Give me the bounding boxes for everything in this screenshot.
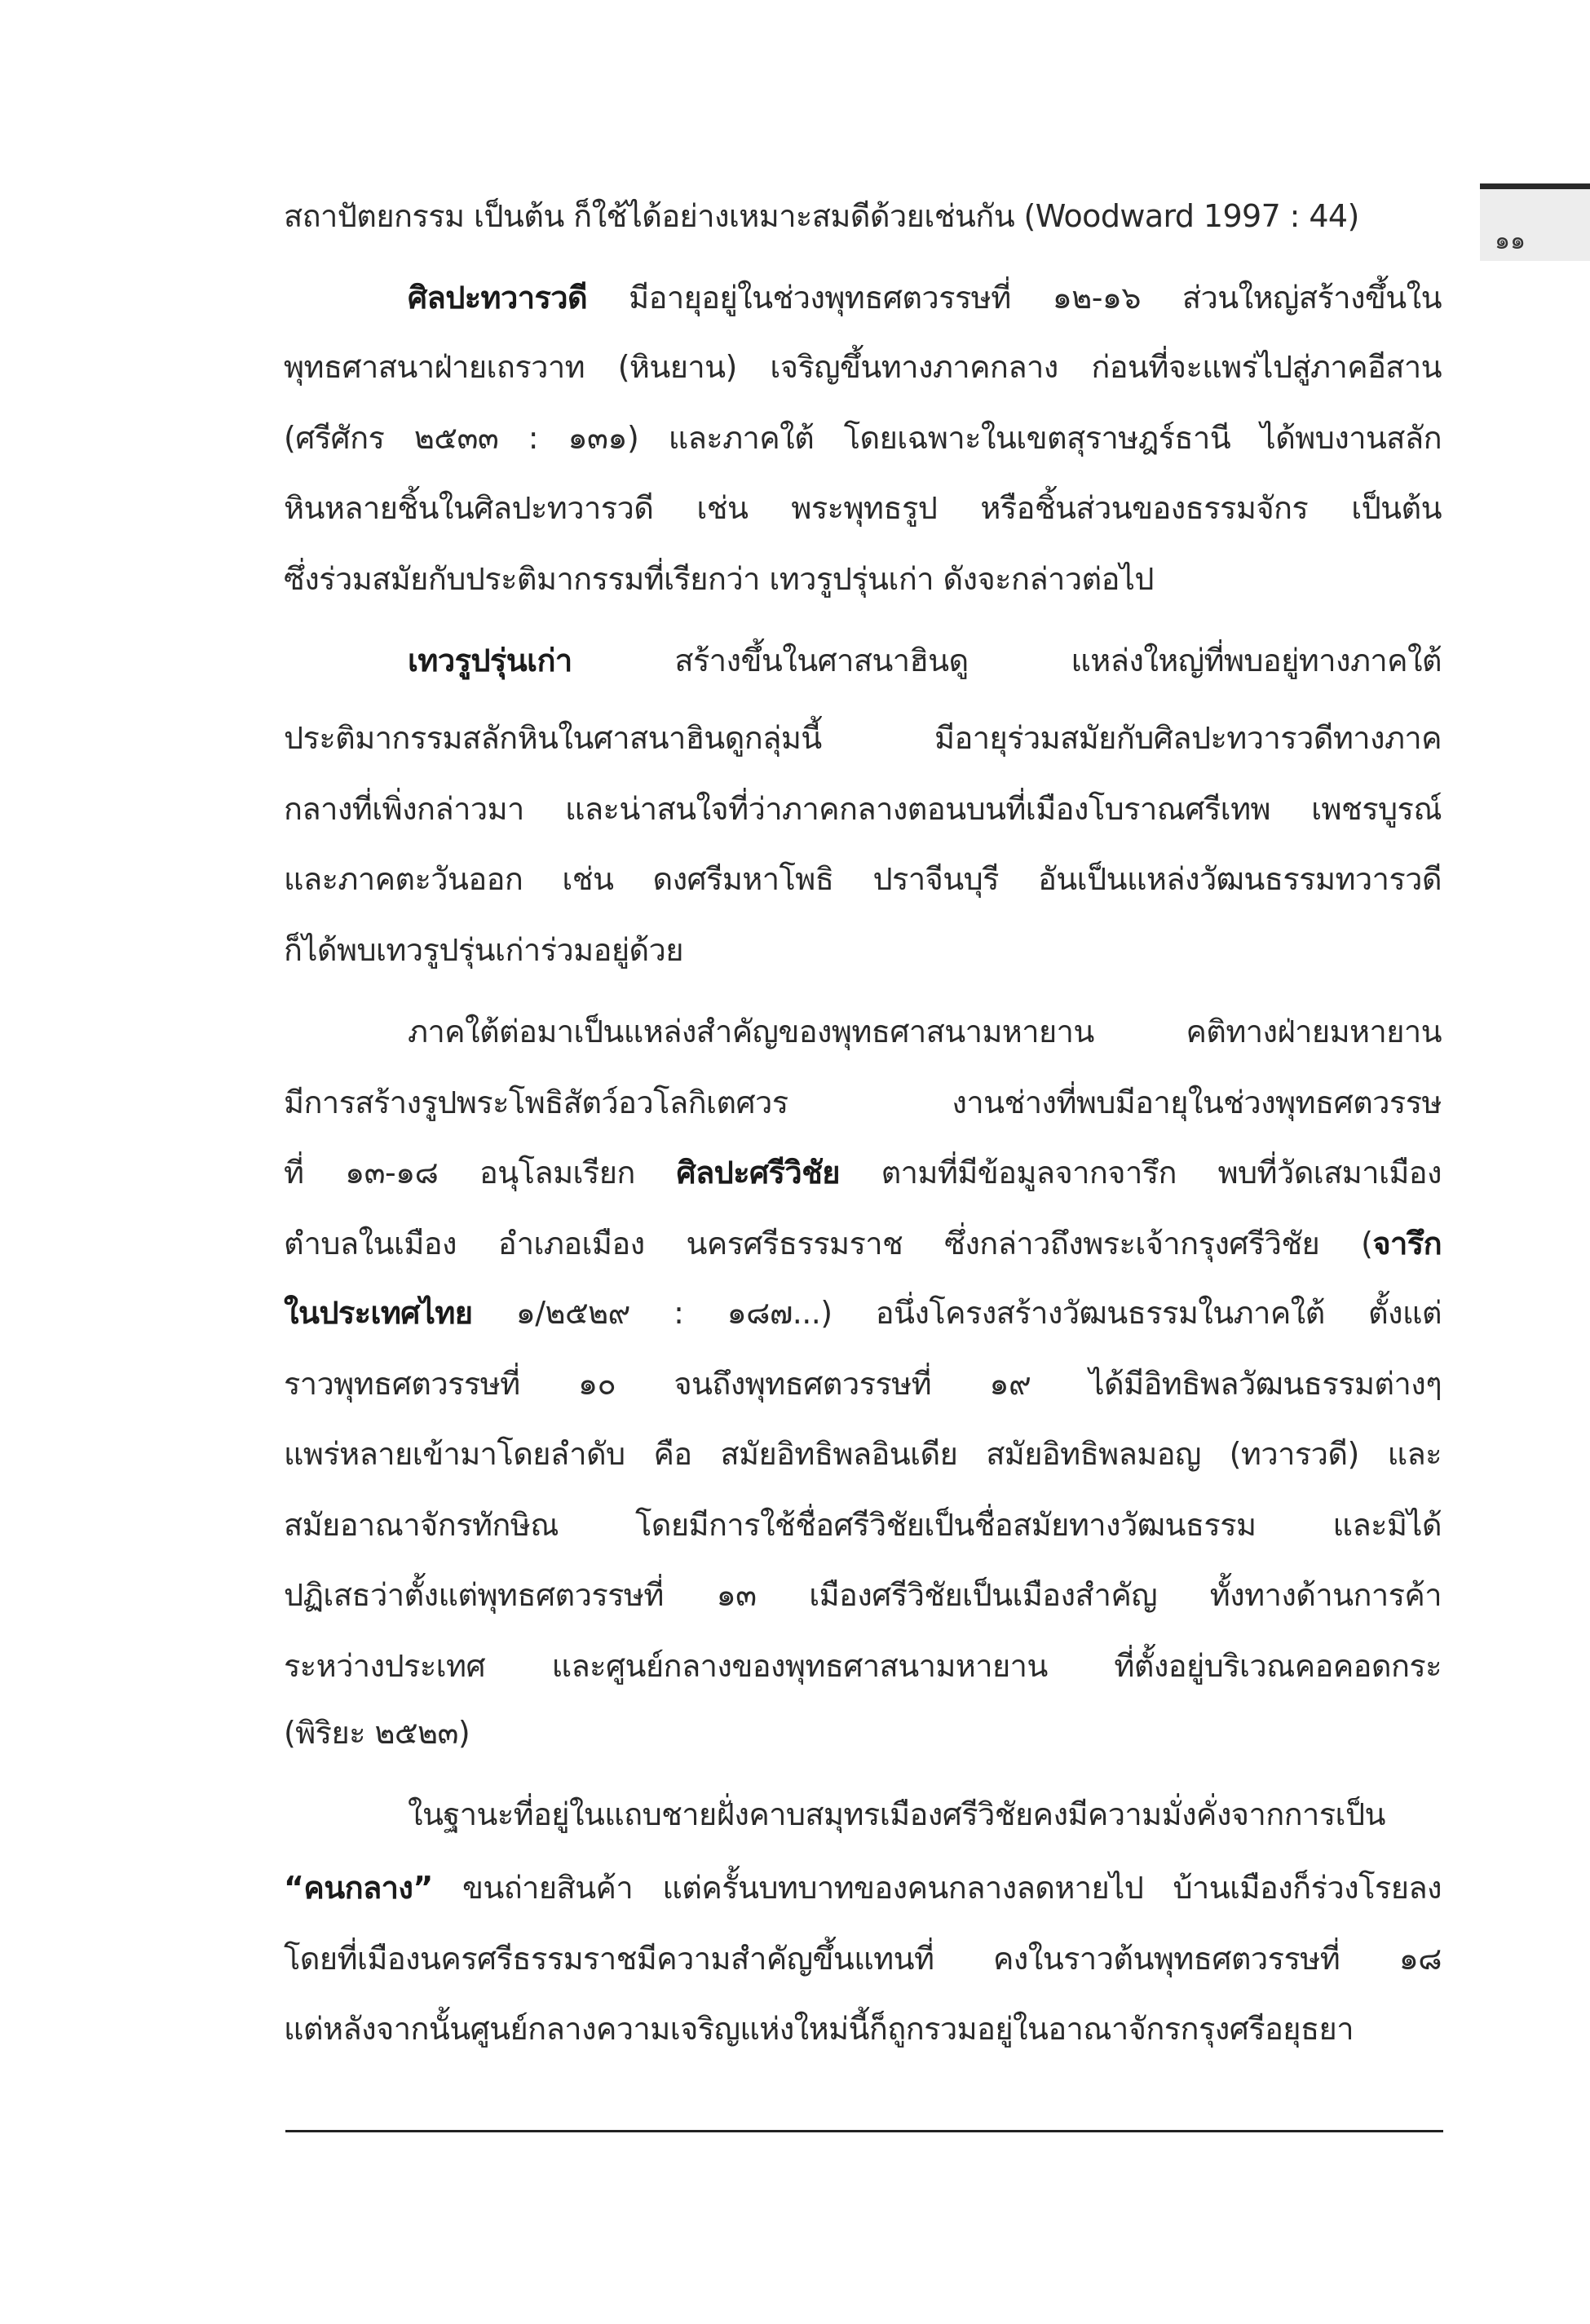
text-line (284, 768, 1442, 850)
heading-term: ศิลปะศรีวิชัย (676, 1155, 840, 1191)
line-text: ระหว่างประเทศ และศูนย์กลางของพุทธศาสนามหายาน ที่ตั้งอยู่บริเวณคอคอดกระ (284, 1648, 1442, 1684)
text-line (284, 1484, 1442, 1566)
text-line (284, 1272, 1442, 1354)
text-line (408, 991, 1442, 1072)
citation-bold: ในประเทศไทย (284, 1295, 473, 1331)
text-line (284, 1847, 1442, 1929)
line-text: มีอายุอยู่ในช่วงพุทธศตวรรษที่ ๑๒-๑๖ ส่วนใหญ่สร้างขึ้นใน (587, 280, 1442, 316)
citation-bold: จารึก (1372, 1226, 1442, 1261)
text-line (284, 838, 1442, 920)
quoted-term: “คนกลาง” (284, 1870, 433, 1906)
text-line (284, 467, 1442, 549)
text-line (284, 1554, 1442, 1636)
line-text: ตำบลในเมือง อำเภอเมือง นครศรีธรรมราช ซึ่งกล่าวถึงพระเจ้ากรุงศรีวิชัย ( (284, 1226, 1373, 1261)
heading-term: ศิลปะทวารวดี (408, 280, 588, 316)
line-text: ก็ได้พบเทวรูปรุ่นเก่าร่วมอยู่ด้วย (284, 932, 683, 968)
text-line (408, 1774, 1442, 1855)
text-line (284, 326, 1442, 408)
line-text: สร้างขึ้นในศาสนาฮินดู แหล่งใหญ่ที่พบอยู่ทางภาคใต้ (572, 643, 1442, 678)
text-line (408, 620, 1442, 701)
line-text: ประติมากรรมสลักหินในศาสนาฮินดูกลุ่มนี้ มีอายุร่วมสมัยกับศิลปะทวารวดีทางภาค (284, 720, 1442, 756)
line-text: ขนถ่ายสินค้า แต่ครั้นบทบาทของคนกลางลดหายไป บ้านเมืองก็ร่วงโรยลง (432, 1870, 1442, 1906)
text-line (284, 175, 1442, 257)
line-text: และภาคตะวันออก เช่น ดงศรีมหาโพธิ ปราจีนบุรี อันเป็นแหล่งวัฒนธรรมทวารวดี (284, 861, 1442, 897)
text-line (284, 1918, 1442, 1999)
heading-term: เทวรูปรุ่นเก่า (408, 643, 572, 678)
text-line (284, 1062, 1442, 1143)
line-text: ในฐานะที่อยู่ในแถบชายฝั่งคาบสมุทรเมืองศรีวิชัยคงมีความมั่งคั่งจากการเป็น (408, 1796, 1385, 1832)
text-line (284, 397, 1442, 479)
text-line (284, 1413, 1442, 1495)
line-text: ซึ่งร่วมสมัยกับประติมากรรมที่เรียกว่า เทวรูปรุ่นเก่า ดังจะกล่าวต่อไป (284, 561, 1154, 597)
line-text: ตามที่มีข้อมูลจากจารึก พบที่วัดเสมาเมือง (839, 1155, 1442, 1191)
line-text: พุทธศาสนาฝ่ายเถรวาท (หินยาน) เจริญขึ้นทางภาคกลาง ก่อนที่จะแพร่ไปสู่ภาคอีสาน (284, 349, 1442, 385)
line-text: ภาคใต้ต่อมาเป็นแหล่งสำคัญของพุทธศาสนามหายาน คติทางฝ่ายมหายาน (408, 1014, 1442, 1049)
line-text: สมัยอาณาจักรทักษิณ โดยมีการใช้ชื่อศรีวิชัยเป็นชื่อสมัยทางวัฒนธรรม และมิได้ (284, 1507, 1442, 1543)
page-number-tab (1480, 183, 1590, 261)
footer-rule (285, 2130, 1443, 2132)
text-line (284, 1132, 1442, 1213)
line-text: (พิริยะ ๒๕๒๓) (284, 1715, 470, 1751)
line-text: โดยที่เมืองนครศรีธรรมราชมีความสำคัญขึ้นแทนที่ คงในราวต้นพุทธศตวรรษที่ ๑๘ (284, 1941, 1442, 1977)
text-line (284, 1692, 1442, 1774)
line-text: กลางที่เพิ่งกล่าวมา และน่าสนใจที่ว่าภาคกลางตอนบนที่เมืองโบราณศรีเทพ เพชรบูรณ์ (284, 791, 1442, 827)
line-text: สถาปัตยกรรม เป็นต้น ก็ใช้ได้อย่างเหมาะสมดีด้วยเช่นกัน (Woodward 1997 : 44) (284, 198, 1359, 234)
line-text: ปฏิเสธว่าตั้งแต่พุทธศตวรรษที่ ๑๓ เมืองศรีวิชัยเป็นเมืองสำคัญ ทั้งทางด้านการค้า (284, 1577, 1442, 1613)
text-line (284, 1343, 1442, 1425)
line-text: มีการสร้างรูปพระโพธิสัตว์อวโลกิเตศวร งานช่างที่พบมีอายุในช่วงพุทธศตวรรษ (284, 1085, 1442, 1120)
line-text: ราวพุทธศตวรรษที่ ๑๐ จนถึงพุทธศตวรรษที่ ๑๙ ได้มีอิทธิพลวัฒนธรรมต่างๆ (284, 1366, 1442, 1402)
text-line (284, 697, 1442, 779)
text-line (284, 909, 1442, 991)
line-text: ที่ ๑๓-๑๘ อนุโลมเรียก (284, 1155, 677, 1191)
page-number: ๑๑ (1495, 227, 1526, 255)
line-text: แต่หลังจากนั้นศูนย์กลางความเจริญแห่งใหม่นี้ก็ถูกรวมอยู่ในอาณาจักรกรุงศรีอยุธยา (284, 2011, 1354, 2047)
text-line (284, 538, 1442, 620)
line-text: หินหลายชิ้นในศิลปะทวารวดี เช่น พระพุทธรูป หรือชิ้นส่วนของธรรมจักร เป็นต้น (284, 490, 1442, 526)
line-text: ๑/๒๕๒๙ : ๑๘๗...) อนึ่งโครงสร้างวัฒนธรรมในภาคใต้ ตั้งแต่ (472, 1295, 1442, 1331)
line-text: แพร่หลายเข้ามาโดยลำดับ คือ สมัยอิทธิพลอินเดีย สมัยอิทธิพลมอญ (ทวารวดี) และ (284, 1436, 1442, 1472)
text-line (284, 1988, 1442, 2070)
line-text: (ศรีศักร ๒๕๓๓ : ๑๓๑) และภาคใต้ โดยเฉพาะในเขตสุราษฎร์ธานี ได้พบงานสลัก (284, 420, 1442, 456)
